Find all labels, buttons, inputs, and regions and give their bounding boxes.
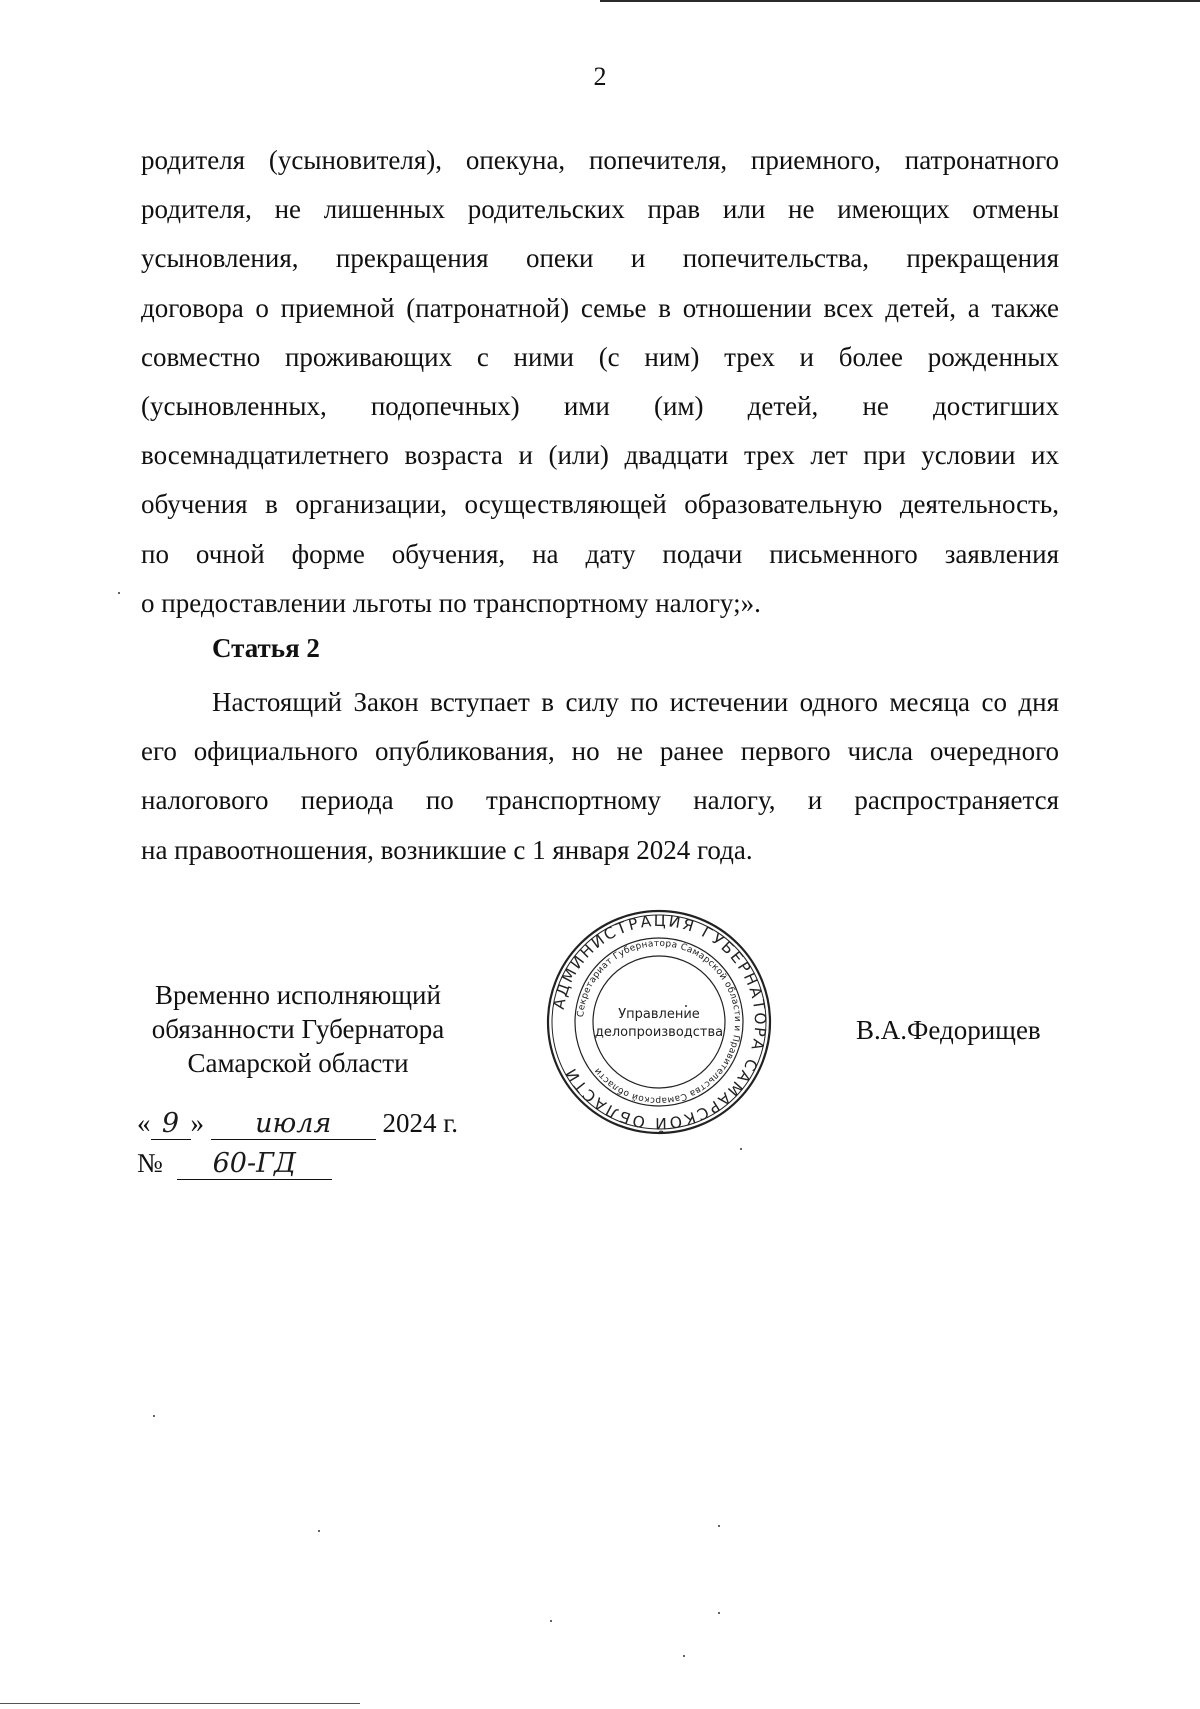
date-open-quote: « xyxy=(137,1108,151,1138)
text-line: совместно проживающих с ними (с ним) трех и более рожденных xyxy=(141,341,1059,372)
law-number xyxy=(137,1148,332,1180)
date-day-handwritten: 9 xyxy=(151,1108,191,1140)
text-line: на правоотношения, возникшие с 1 января 2024 года. xyxy=(141,834,753,865)
signing-date xyxy=(137,1108,458,1140)
date-month-handwritten: июля xyxy=(211,1108,376,1140)
signatory-title xyxy=(128,978,468,1080)
signatory-line: обязанности Губернатора xyxy=(151,1014,445,1044)
page-number: 2 xyxy=(593,62,607,91)
scan-speck xyxy=(318,1530,320,1532)
signer-name: В.А.Федорищев xyxy=(856,1015,1041,1045)
seal-middle-text: Секретариат Губернатора Самарской области и Правительства Самарской области xyxy=(576,938,743,1106)
article-2-paragraph xyxy=(141,678,1059,875)
text-line: налогового периода по транспортному налогу, и распространяется xyxy=(141,785,1059,816)
text-line: по очной форме обучения, на дату подачи письменного заявления xyxy=(141,538,1059,569)
seal-center-line-2: делопроизводства xyxy=(594,1025,724,1040)
text-line: обучения в организации, осуществляющей образовательную деятельность, xyxy=(141,489,1059,520)
number-label: № xyxy=(137,1148,163,1178)
signatory-line: Временно исполняющий xyxy=(155,980,441,1010)
seal-center-line-1: Управление xyxy=(618,1007,700,1022)
scan-speck xyxy=(718,1612,720,1614)
text-line: усыновления, прекращения опеки и попечительства, прекращения xyxy=(141,243,1059,274)
scan-edge-bottom xyxy=(0,1703,360,1704)
scan-edge-top xyxy=(600,0,1200,2)
seal-middle-ring xyxy=(575,938,743,1106)
seal-outer-text: АДМИНИСТРАЦИЯ ГУБЕРНАТОРА САМАРСКОЙ ОБЛАСТИ xyxy=(549,911,770,1133)
scan-speck xyxy=(718,1525,720,1527)
date-close-quote: » xyxy=(190,1108,204,1138)
text-line: о предоставлении льготы по транспортному налогу;». xyxy=(141,587,761,618)
scan-speck xyxy=(153,1415,155,1417)
text-line: родителя, не лишенных родительских прав или не имеющих отмены xyxy=(141,194,1059,225)
text-line: родителя (усыновителя), опекуна, попечителя, приемного, патронатного xyxy=(141,145,1059,175)
scan-speck xyxy=(118,592,120,594)
number-value-handwritten: 60-ГД xyxy=(177,1148,332,1180)
paragraph-continuation xyxy=(141,136,1059,628)
text-line: восемнадцатилетнего возраста и (или) двадцати трех лет при условии их xyxy=(141,440,1059,471)
article-heading: Статья 2 xyxy=(212,633,320,663)
scan-speck xyxy=(550,1620,552,1622)
text-line: его официального опубликования, но не ранее первого числа очередного xyxy=(141,736,1059,767)
text-line: Настоящий Закон вступает в силу по истечении одного месяца со дня xyxy=(212,687,1059,717)
text-line: договора о приемной (патронатной) семье в отношении всех детей, а также xyxy=(141,292,1059,323)
seal-inner-ring xyxy=(593,956,725,1088)
scan-speck xyxy=(740,1148,742,1150)
scan-speck xyxy=(685,1005,687,1007)
text-line: (усыновленных, подопечных) ими (им) детей, не достигших xyxy=(141,391,1059,422)
official-seal xyxy=(545,908,773,1136)
date-year: 2024 г. xyxy=(382,1108,459,1138)
signatory-line: Самарской области xyxy=(187,1048,409,1078)
scan-speck xyxy=(683,1655,685,1657)
